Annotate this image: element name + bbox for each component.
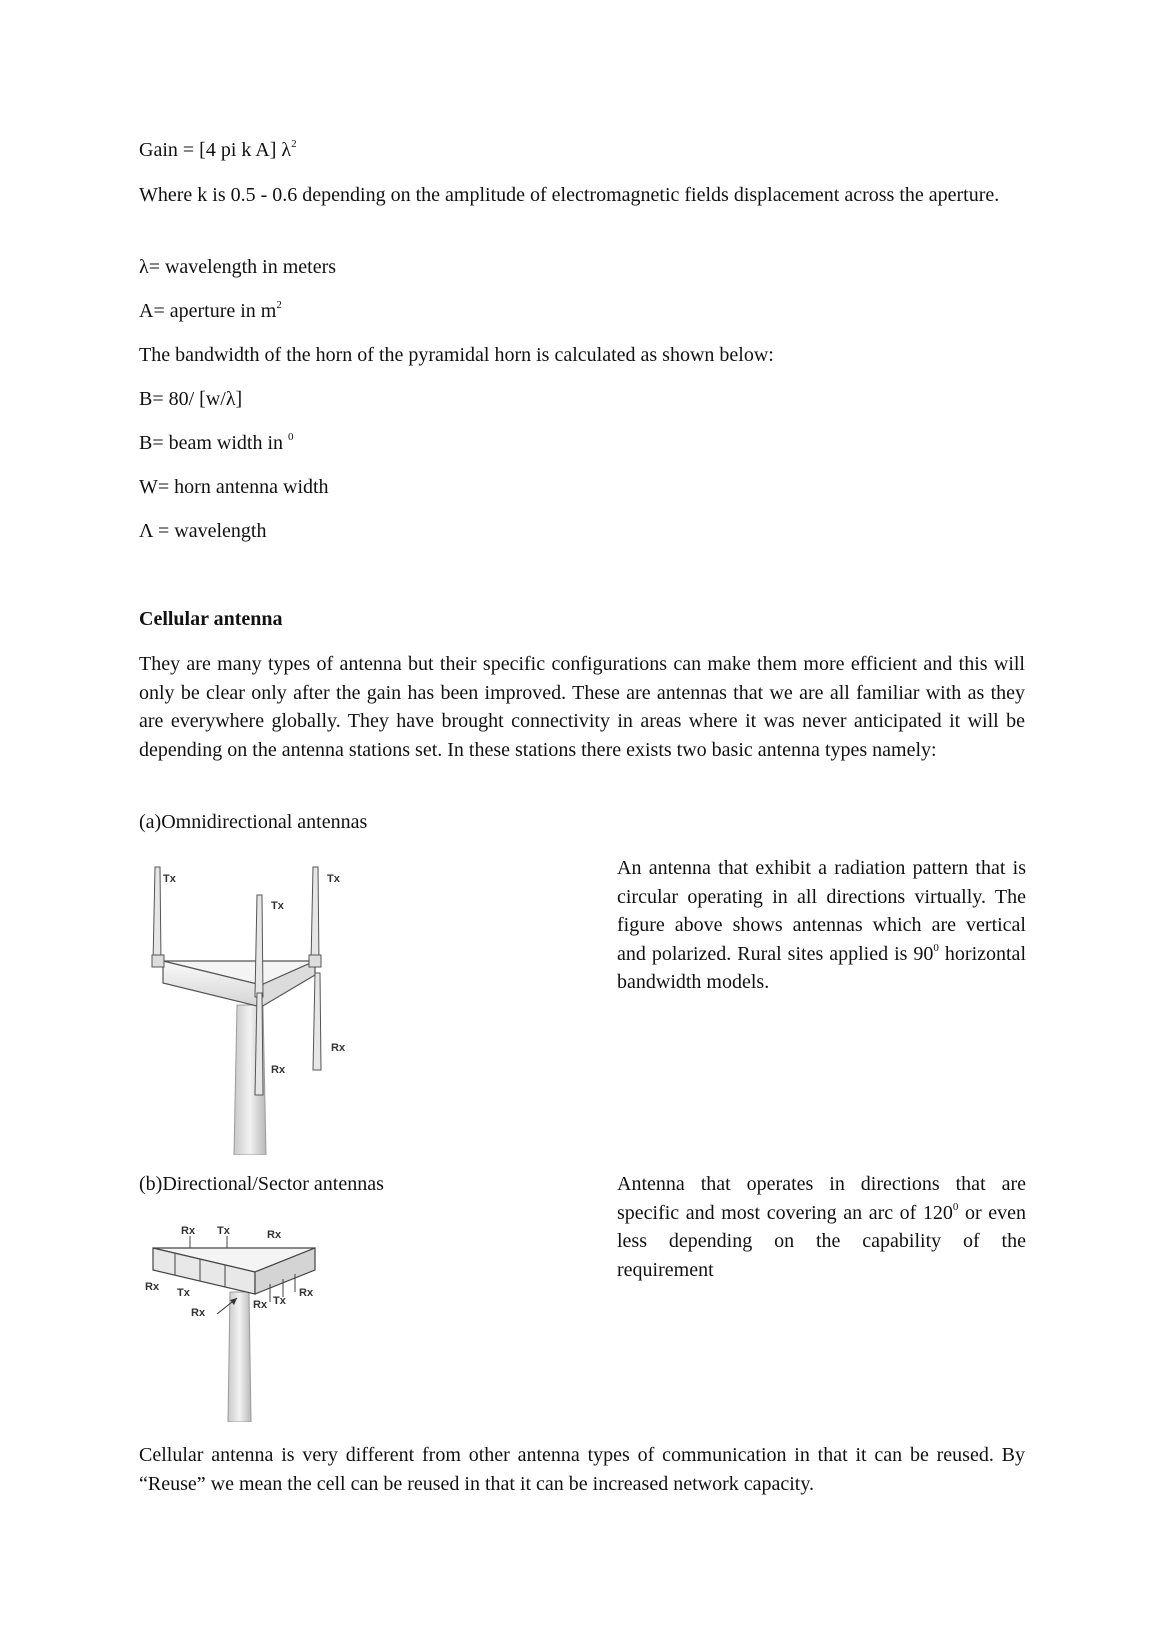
wavelength-definition: Λ = wavelength [139, 520, 267, 542]
top-rx1-label: Rx [181, 1225, 196, 1237]
sector-description: Antenna that operates in directions that are specific and most covering an arc of $120^0$ or even less depending on the capability of the requirement [617, 1173, 1026, 1281]
omni-description: An antenna that exhibit a radiation pattern that is circular operating in all directions virtually. The figure above shows antennas which are vertical and polarized. Rural sites applied is $90^0$ horizontal bandwidth models. [617, 857, 1026, 993]
where-k-paragraph: Where k is 0.5 - 0.6 depending on the amplitude of electromagnetic fields displacement across the aperture. [139, 184, 1000, 206]
sector-label: (b)Directional/Sector antennas [139, 1173, 384, 1195]
lambda-definition: λ= wavelength in meters [139, 256, 337, 278]
aperture-definition: A= aperture in $m^2$ [139, 299, 282, 322]
tx-right-bracket [309, 955, 321, 967]
left-tx-label: Tx [177, 1287, 190, 1299]
beam-width-definition: B= beam width in $^0$ [139, 431, 294, 454]
bandwidth-formula: B= 80/ [w/λ] [139, 388, 243, 410]
rx-right-antenna [313, 973, 321, 1070]
top-rx2-label: Rx [267, 1229, 282, 1241]
tx-right-antenna [311, 867, 319, 963]
tx-left-label: Tx [163, 873, 176, 885]
omnidirectional-antenna-figure [145, 855, 385, 1155]
horn-width-definition: W= horn antenna width [139, 476, 329, 498]
bandwidth-intro: The bandwidth of the horn of the pyramidal horn is calculated as shown below: [139, 344, 774, 366]
left-rx2-label: Rx [191, 1307, 206, 1319]
right-rx2-label: Rx [299, 1287, 314, 1299]
tx-left-bracket [152, 955, 164, 967]
tx-mid-antenna [255, 895, 263, 997]
tx-mid-label: Tx [271, 900, 284, 912]
gain-formula: Gain = [4 pi k A] $\lambda^2$ [139, 138, 297, 161]
rx-mid-antenna [255, 993, 263, 1095]
rx-right-label: Rx [331, 1042, 346, 1054]
sector-mast-shape [228, 1292, 251, 1422]
section-intro-paragraph: They are many types of antenna but their specific configurations can make them more efficient and this will only be clear only after the gain has been improved. These are antennas that we are all familiar with as they are everywhere globally. They have brought connectivity in areas where it was never anticipated it will be depending on the antenna stations set. In these stations there exists two basic antenna types namely: [139, 653, 1025, 761]
omni-label: (a)Omnidirectional antennas [139, 811, 368, 833]
tx-right-label: Tx [327, 873, 340, 885]
top-tx-label: Tx [217, 1225, 230, 1237]
sector-antenna-figure [145, 1222, 335, 1422]
rx-mid-label: Rx [271, 1064, 286, 1076]
left-rx-label: Rx [145, 1281, 160, 1293]
right-tx-label: Tx [273, 1295, 286, 1307]
section-heading: Cellular antenna [139, 608, 283, 630]
tx-left-antenna [153, 867, 161, 963]
right-rx-label: Rx [253, 1299, 268, 1311]
closing-paragraph: Cellular antenna is very different from other antenna types of communication in that it can be reused. By “Reuse” we mean the cell can be reused in that it can be increased network capacity. [139, 1444, 1025, 1495]
